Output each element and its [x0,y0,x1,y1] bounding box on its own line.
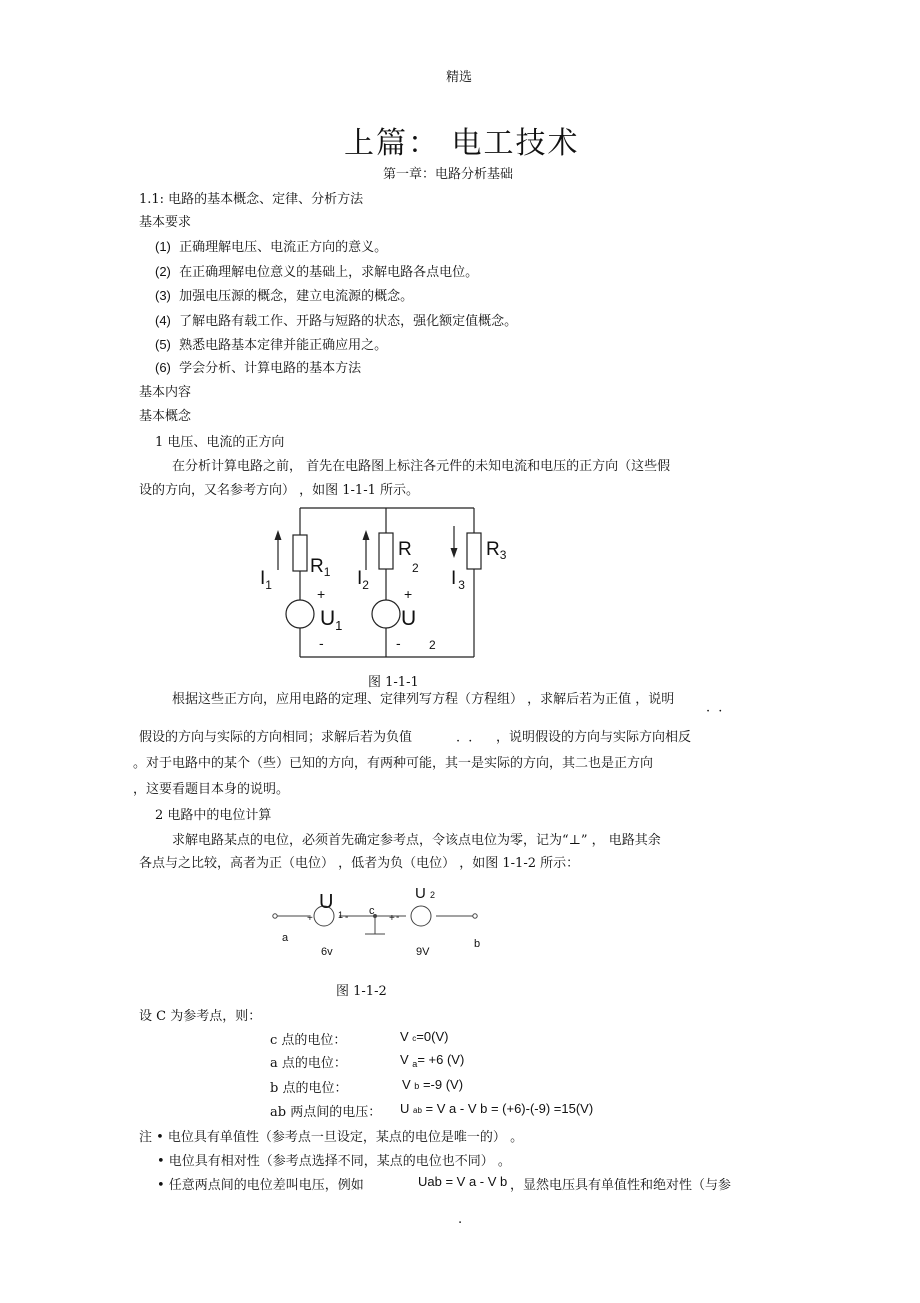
note-line: 注 • 电位具有单值性（参考点一旦设定，某点的电位是唯一的） 。 [139,1130,524,1145]
plus-sign-u2: + [404,586,413,602]
label-a: a [282,932,289,944]
label-i2: $I_2$ [357,568,369,592]
minus-sign: - [345,912,349,923]
label-u1: $U_1$ [320,607,343,633]
arrow-up-icon [363,530,370,540]
resistor-r3 [467,533,481,569]
circuit-figure-1 [250,500,520,665]
minus-sign: - [396,912,400,923]
resistor-r2 [379,533,393,569]
note-line: ，显然电压具有单值性和绝对性（与参 [510,1178,732,1193]
concept-heading: 基本概念 [139,409,192,424]
label-u2-sub: 2 [430,890,436,900]
voltage-source-u2 [411,906,431,926]
label-r2-sub: 2 [412,561,419,575]
label-u1: U [319,891,334,913]
label-c: c [369,905,375,917]
label-i1: $I_1$ [260,568,272,592]
label-u1-sub: 1 [338,910,344,920]
figure-caption-2: 图 1-1-2 [336,984,387,999]
potential-label: c 点的电位： [270,1033,347,1048]
label-b: b [474,938,481,950]
arrow-up-icon [275,530,282,540]
paragraph-line: 设的方向，又名参考方向） ，如图 1-1-1 所示。 [139,483,419,498]
potential-value: V c=0(V) [400,1029,449,1044]
paragraph-line: ，这要看题目本身的说明。 [133,782,290,797]
list-item: (6) 学会分析、计算电路的基本方法 [155,360,362,376]
label-r2: R [398,539,412,560]
arrow-down-icon [451,548,458,558]
label-r3: $R_3$ [486,539,507,562]
figure-caption-1: 图 1-1-1 [368,675,419,690]
label-i3: I $_3$ [451,568,465,592]
minus-sign-u2: - [396,635,401,651]
topic-heading: 1 电压、电流的正方向 [155,435,285,450]
note-line: • 电位具有相对性（参考点选择不同，某点的电位也不同） 。 [157,1154,511,1169]
list-item: (4) 了解电路有载工作、开路与短路的状态，强化额定值概念。 [155,313,518,329]
voltage-source-u2 [372,600,400,628]
page-title: 上篇： 电工技术 [344,126,580,161]
label-u2: U [401,607,417,630]
minus-sign-u1: - [319,635,324,651]
paragraph-line: 在分析计算电路之前， 首先在电路图上标注各元件的未知电流和电压的正方向（这些假 [172,459,671,474]
requirements-heading: 基本要求 [139,215,192,230]
reference-intro: 设 C 为参考点，则： [139,1009,262,1024]
chapter-title: 第一章：电路分析基础 [383,167,514,182]
node-b [473,914,477,918]
list-item: (1) 正确理解电压、电流正方向的意义。 [155,239,388,255]
potential-label: a 点的电位： [270,1056,347,1071]
label-u2-sub: 2 [429,638,436,652]
note-line: • 任意两点间的电位差叫电压，例如 [157,1178,364,1193]
footer-dot: . [458,1212,463,1227]
label-9v: 9V [416,946,430,958]
paragraph-line: ，说明假设的方向与实际方向相反 [496,730,692,745]
potential-value: V b =-9 (V) [402,1077,464,1092]
potential-label: b 点的电位： [270,1081,348,1096]
paragraph-line: 求解电路某点的电位，必须首先确定参考点，令该点电位为零，记为“⊥” ， 电路其余 [172,833,661,848]
list-item: (3) 加强电压源的概念，建立电流源的概念。 [155,288,414,304]
potential-value: U ab = V a - V b = (+6)-(-9) =15(V) [400,1101,594,1116]
list-item: (5) 熟悉电路基本定律并能正确应用之。 [155,337,388,353]
paragraph-line: 。对于电路中的某个（些）已知的方向，有两种可能，其一是实际的方向，其二也是正方向 [133,756,654,771]
voltage-source-u1 [286,600,314,628]
paragraph-line: 根据这些正方向，应用电路的定理、定律列写方程（方程组） ，求解后若为正值 ，说明 [172,692,675,707]
node-a [273,914,277,918]
label-6v: 6v [321,946,333,958]
potential-value: V $_a$= +6 (V) [400,1052,465,1069]
label-u2: U [415,885,426,902]
topic-heading: 2 电路中的电位计算 [155,808,272,823]
note-formula: Uab = V a - V b [418,1174,508,1189]
list-item: (2) 在正确理解电位意义的基础上，求解电路各点电位。 [155,264,479,280]
content-heading: 基本内容 [139,385,192,400]
circuit-figure-2 [265,878,495,966]
section-title: 1.1: 电路的基本概念、定律、分析方法 [139,192,364,207]
page-header-label: 精选 [446,70,473,85]
plus-sign-u1: + [317,586,326,602]
potential-label: ab 两点间的电压： [270,1105,382,1120]
label-r1: $R_1$ [310,556,331,579]
plus-sign: + [307,913,313,924]
emphasis-dots: · · [706,704,725,719]
plus-sign: + [389,913,395,924]
paragraph-line: 假设的方向与实际的方向相同；求解后若为负值 [139,730,413,745]
paragraph-line: 各点与之比较，高者为正（电位） ，低者为负（电位） ，如图 1-1-2 所示： [139,856,580,871]
emphasis-dots: · · [456,734,475,749]
resistor-r1 [293,535,307,571]
